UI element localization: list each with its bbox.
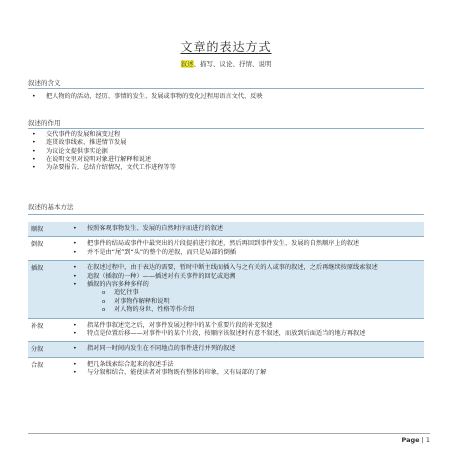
method-item: • 把事件的结局或事件中最突出的片段提前进行叙述，然后再回到事件发生、发展的自然顺序上的叙述: [70, 240, 418, 248]
table-row: [28, 358, 424, 381]
list-item: • 在说明文里对说明对象进行解释和说述: [28, 156, 424, 164]
subtitle: [0, 59, 452, 68]
subtitle-rest: 、描写、议论、抒情、说明: [193, 60, 272, 68]
section-divider: [28, 128, 424, 129]
method-label: 合叙: [31, 361, 44, 369]
table-row: [28, 222, 424, 237]
method-subitem: o 对事物作解释和说明: [70, 298, 418, 306]
list-item: • 为议论文提供事实论据: [28, 148, 424, 156]
subtitle-highlighted: 叙述: [180, 60, 194, 68]
method-item: • 按照客观事物发生、发展的自然时序而进行的叙述: [70, 225, 418, 233]
table-row: [28, 237, 424, 261]
section-heading-meaning: 叙述的含义: [28, 79, 61, 87]
list-item: • 连贯故事线索、推进情节发展: [28, 139, 424, 147]
page-number: 1: [425, 436, 430, 444]
method-label: 倒叙: [31, 241, 44, 249]
page-separator: |: [419, 436, 426, 444]
method-item: • 特点是位置后移——对事件中的某个片段，按顺序该叙述时有意不叙述，而放到后面适当的地方再叙述: [70, 330, 418, 338]
list-item: • 把人物的的活动、经历、事情的发生、发展或事物的变化过程用语言文代、反映: [28, 93, 424, 101]
method-item: • 在叙述过程中，由于表达的需要，暂时中断主线而插入与之有关的人或事的叙述，之后再继续按原线索叙述: [70, 264, 418, 272]
page-title: 文章的表达方式: [180, 40, 272, 54]
method-item: • 指某件事叙述完之后，对事件发展过程中的某个重要片段的补充叙述: [70, 322, 418, 330]
section-divider: [28, 88, 424, 89]
method-item: • 与分叙相结合，能使读者对事物既有整体的印象，又有局部的了解: [70, 369, 418, 377]
method-label: 顺叙: [31, 226, 44, 233]
section-heading-function: 叙述的作用: [28, 119, 61, 127]
meaning-list: [28, 93, 424, 101]
method-item: • 追叙（插叙的一种）——插述对有关事件的回忆或追溯: [70, 273, 418, 281]
method-label: 插叙: [31, 265, 44, 273]
table-row: [28, 342, 424, 357]
method-item: • 插叙的内容多种多样的: [70, 281, 418, 289]
list-item: • 为杂要报告、总结介绍情况，文代工作进程等等: [28, 164, 424, 172]
method-label: 分叙: [31, 346, 44, 354]
method-subitem: o 追忆往事: [70, 289, 418, 297]
method-label: 补叙: [31, 322, 44, 330]
section-heading-methods: 叙述的基本方法: [28, 203, 74, 211]
function-list: [28, 131, 424, 172]
page-footer: [401, 436, 430, 444]
method-item: • 并不是由“尾”到“头”的整个的逆叙，而只是局部的倒插: [70, 249, 418, 257]
methods-table: [28, 222, 424, 381]
method-item: • 指对同一时间内发生在不同地点的事件进行并列的叙述: [70, 345, 418, 353]
method-item: • 把几条线索综合起来的叙述手法: [70, 361, 418, 369]
table-row: [28, 319, 424, 343]
method-subitem: o 对人物的身世、性格等作介绍: [70, 306, 418, 314]
table-row: [28, 261, 424, 318]
list-item: • 交代事件的发展和演变过程: [28, 131, 424, 139]
section-divider: [28, 214, 424, 215]
footer-divider: [28, 433, 430, 434]
page-label: Page: [401, 436, 420, 444]
